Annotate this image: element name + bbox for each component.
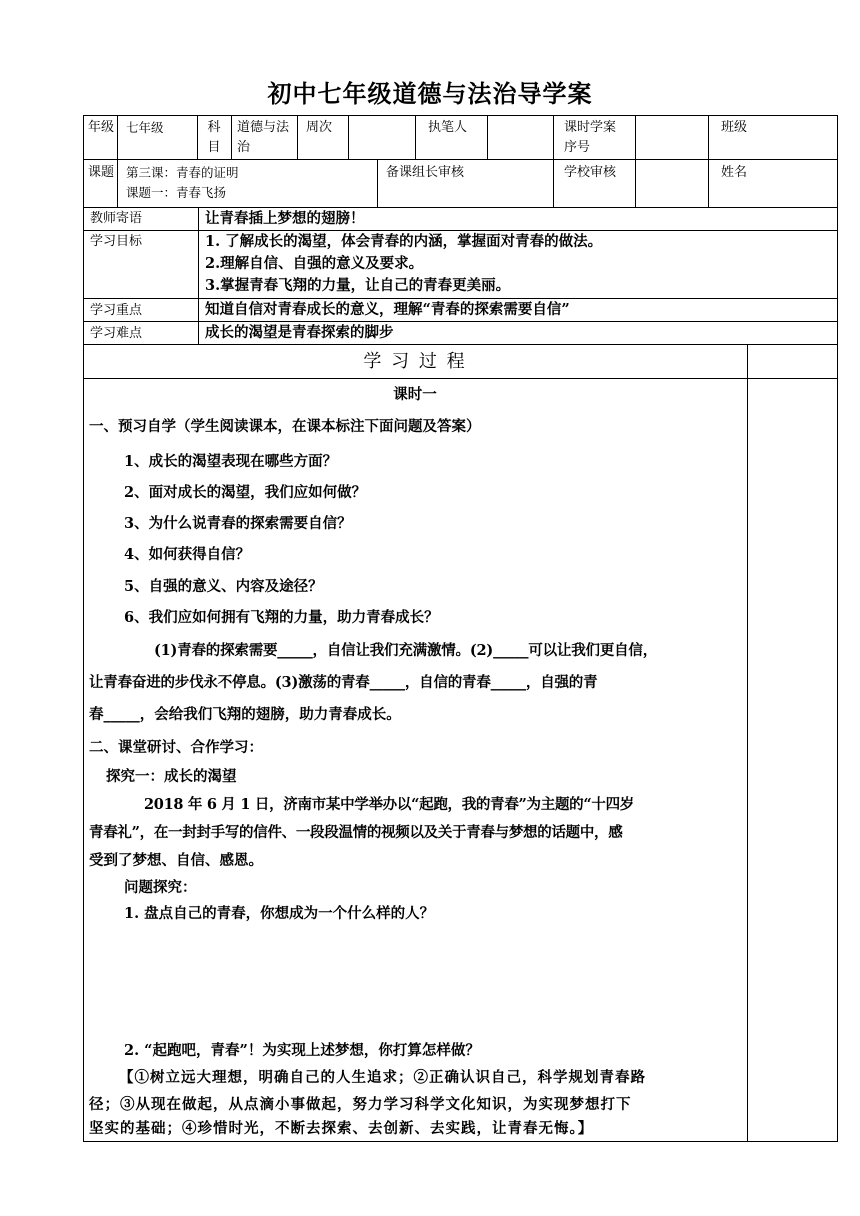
difficulty-text: 成长的渴望是青春探索的脚步	[205, 324, 394, 341]
question-6: 6、我们应如何拥有飞翔的力量，助力青春成长？	[124, 609, 439, 626]
subject-value: 道德与法治	[237, 120, 290, 155]
rule	[297, 115, 298, 159]
topic-line2: 课题一：青春飞扬	[126, 185, 227, 200]
fill-blank-line: 春_____，会给我们飞翔的翅膀，助力青春成长。	[89, 706, 401, 723]
question-5: 5、自强的意义、内容及途径？	[124, 578, 323, 595]
story-line: 青春礼”，在一封封手写的信件、一段段温情的视频以及关于青春与梦想的话题中，感	[89, 824, 623, 841]
topic-line1: 第三课：青春的证明	[126, 165, 239, 180]
teacher-msg-label: 教师寄语	[90, 211, 143, 226]
teacher-msg: 让青春插上梦想的翅膀！	[205, 210, 365, 227]
fill-blank-line: 让青春奋进的步伐永不停息。(3)激荡的青春_____，自信的青春_____，自强的青	[89, 674, 598, 691]
rule	[197, 115, 198, 159]
answer-line: 【①树立远大理想，明确自己的人生追求；②正确认识自己，科学规划青春路	[119, 1069, 646, 1086]
process-heading: 学 习 过 程	[363, 351, 467, 372]
subject-label: 科目	[207, 120, 221, 155]
section-2-heading: 二、课堂研讨、合作学习：	[89, 739, 263, 756]
inquiry-question-2: 2. “起跑吧，青春”！为实现上述梦想，你打算怎样做？	[124, 1042, 480, 1059]
question-4: 4、如何获得自信？	[124, 546, 251, 563]
rule	[377, 159, 378, 207]
rule	[837, 115, 838, 1142]
review-label: 备课组长审核	[386, 165, 465, 180]
fill-blank-line: (1)青春的探索需要_____，自信让我们充满激情。(2)_____可以让我们更自信，	[154, 642, 658, 659]
question-2: 2、面对成长的渴望，我们应如何做？	[124, 484, 367, 501]
rule	[487, 115, 488, 159]
rule	[708, 115, 709, 207]
inquiry-question-1: 1. 盘点自己的青春，你想成为一个什么样的人？	[124, 905, 435, 922]
goals-label: 学习目标	[90, 234, 143, 249]
rule	[83, 344, 838, 345]
school-review-label: 学校审核	[564, 165, 617, 180]
goal-2: 2.理解自信、自强的意义及要求。	[205, 255, 424, 272]
lesson-no-label: 课时学案序号	[564, 120, 617, 155]
story-line: 受到了梦想、自信、感恩。	[89, 852, 263, 869]
explore-1-heading: 探究一：成长的渴望	[106, 768, 237, 785]
inquiry-heading: 问题探究：	[124, 879, 197, 896]
name-label: 姓名	[721, 165, 748, 180]
page-title: 初中七年级道德与法治导学案	[267, 79, 593, 108]
focus-label: 学习重点	[90, 303, 143, 318]
rule	[83, 115, 84, 1142]
grade-label: 年级	[88, 120, 115, 135]
author-label: 执笔人	[428, 120, 468, 135]
rule	[83, 321, 838, 322]
lesson-heading: 课时一	[393, 386, 437, 403]
story-line: 2018 年 6 月 1 日，济南市某中学举办以“起跑，我的青春”为主题的“十四岁	[144, 796, 634, 813]
rule	[83, 378, 838, 379]
rule	[231, 115, 232, 159]
grade-value: 七年级	[126, 120, 164, 135]
difficulty-label: 学习难点	[90, 326, 143, 341]
rule	[635, 115, 636, 207]
answer-line: 坚实的基础；④珍惜时光，不断去探索、去创新、去实践，让青春无悔。】	[89, 1120, 594, 1137]
rule	[117, 115, 118, 207]
topic-label: 课题	[88, 165, 115, 180]
rule	[198, 207, 199, 344]
rule	[415, 115, 416, 159]
rule	[348, 115, 349, 159]
rule	[83, 1141, 838, 1142]
answer-line: 径；③从现在做起，从点滴小事做起，努力学习科学文化知识，为实现梦想打下	[89, 1096, 632, 1113]
rule	[83, 159, 838, 160]
week-label: 周次	[306, 120, 333, 135]
class-label: 班级	[721, 120, 748, 135]
focus-text: 知道自信对青春成长的意义，理解“青春的探索需要自信”	[205, 301, 570, 318]
rule	[747, 344, 748, 1142]
section-1-heading: 一、预习自学（学生阅读课本，在课本标注下面问题及答案）	[89, 418, 481, 435]
rule	[83, 207, 838, 208]
goal-3: 3.掌握青春飞翔的力量，让自己的青春更美丽。	[205, 277, 511, 294]
rule	[553, 115, 554, 207]
question-3: 3、为什么说青春的探索需要自信？	[124, 515, 352, 532]
question-1: 1、成长的渴望表现在哪些方面？	[124, 453, 338, 470]
goal-1: 1. 了解成长的渴望，体会青春的内涵，掌握面对青春的做法。	[205, 233, 603, 250]
